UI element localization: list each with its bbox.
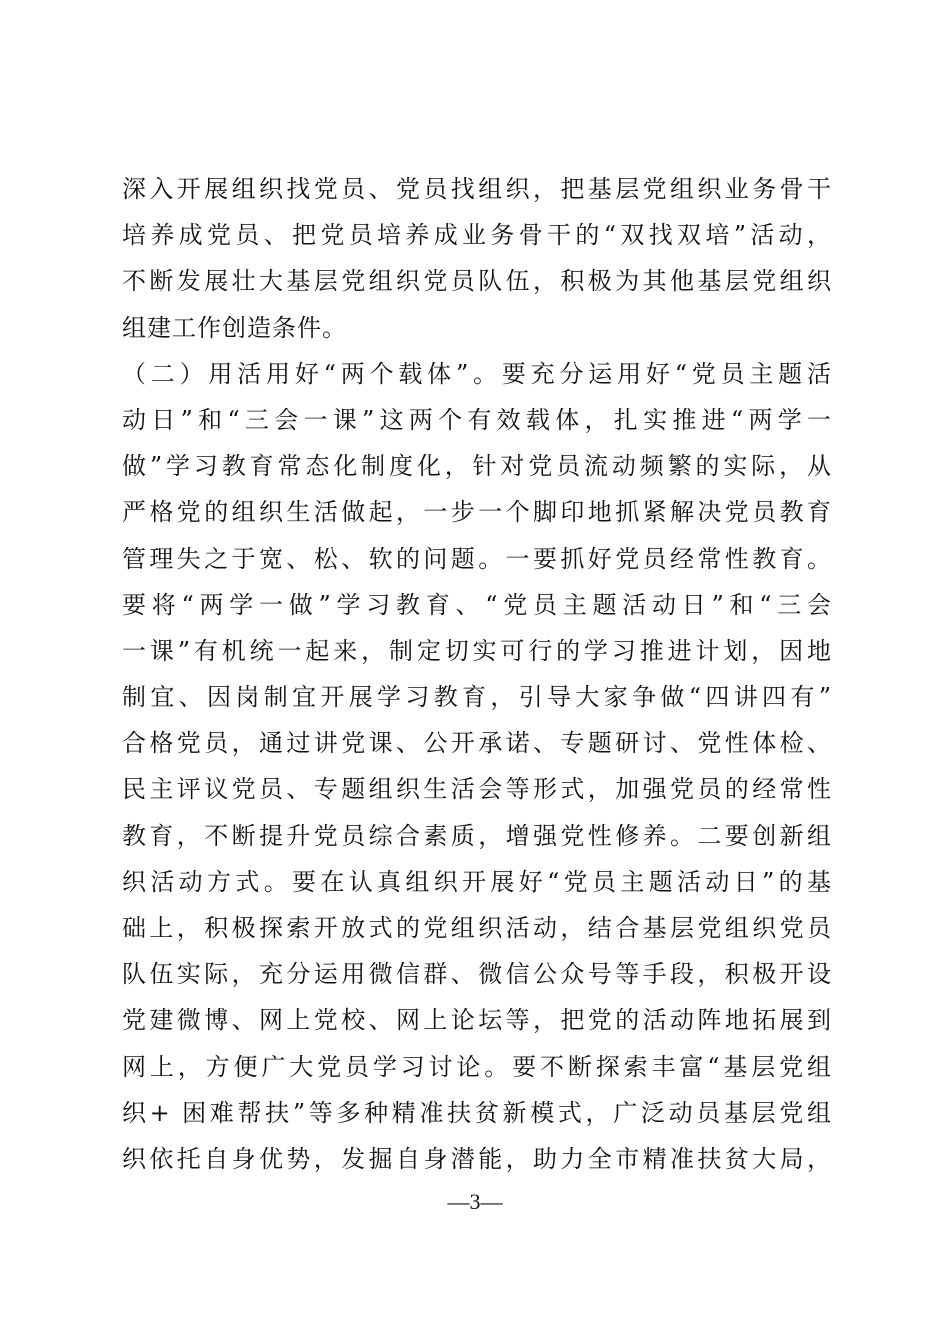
text-line: 做”学习教育常态化制度化，针对党员流动频繁的实际，从 (122, 452, 832, 481)
text-line: 队伍实际，充分运用微信群、微信公众号等手段，积极开设 (122, 960, 832, 989)
section-heading-line: （二）用活用好“两个载体”。要充分运用好“党员主题活 (122, 359, 832, 388)
text-line: 合格党员，通过讲党课、公开承诺、专题研讨、党性体检、 (122, 729, 832, 758)
text-line: 组建工作创造条件。 (122, 313, 347, 342)
text-line: 网上，方便广大党员学习讨论。要不断探索丰富“基层党组 (122, 1052, 832, 1081)
text-line: 严格党的组织生活做起，一步一个脚印地抓紧解决党员教育 (122, 498, 832, 527)
text-line: 一课”有机统一起来，制定切实可行的学习推进计划，因地 (122, 636, 832, 665)
text-line: 要将“两学一做”学习教育、“党员主题活动日”和“三会 (122, 590, 832, 619)
text-line: 动日”和“三会一课”这两个有效载体，扎实推进“两学一 (122, 405, 832, 434)
text-line: 管理失之于宽、松、软的问题。一要抓好党员经常性教育。 (122, 544, 832, 573)
text-line: 教育，不断提升党员综合素质，增强党性修养。二要创新组 (122, 821, 832, 850)
page-number: —3— (447, 1189, 503, 1214)
text-line: 织依托自身优势，发掘自身潜能，助力全市精准扶贫大局， (122, 1144, 832, 1173)
text-line: 础上，积极探索开放式的党组织活动，结合基层党组织党员 (122, 914, 832, 942)
body-text (122, 166, 832, 1182)
text-line: 织+ 困难帮扶”等多种精准扶贫新模式，广泛动员基层党组 (122, 1098, 832, 1127)
text-line: 制宜、因岗制宜开展学习教育，引导大家争做“四讲四有” (122, 683, 832, 712)
text-line: 深入开展组织找党员、党员找组织，把基层党组织业务骨干 (122, 175, 832, 203)
text-line: 织活动方式。要在认真组织开展好“党员主题活动日”的基 (122, 867, 832, 896)
text-line: 党建微博、网上党校、网上论坛等，把党的活动阵地拓展到 (122, 1006, 832, 1035)
text-line: 培养成党员、把党员培养成业务骨干的“双找双培”活动， (122, 221, 832, 250)
text-line: 不断发展壮大基层党组织党员队伍，积极为其他基层党组织 (122, 267, 832, 296)
text-line: 民主评议党员、专题组织生活会等形式，加强党员的经常性 (122, 775, 832, 804)
